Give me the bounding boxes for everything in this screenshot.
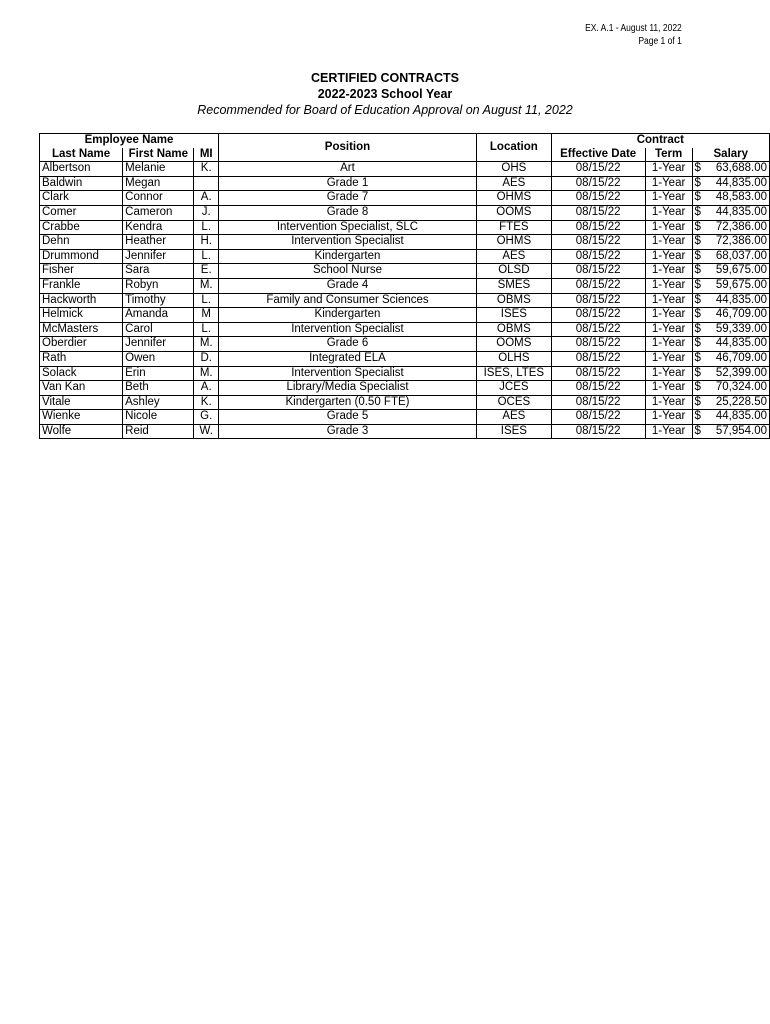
cell-position: Art [218,162,476,177]
cell-mi: L. [194,220,219,235]
cell-mi: A. [194,191,219,206]
cell-last-name: Van Kan [40,381,123,396]
table-row [40,205,770,220]
currency-symbol: $ [694,308,701,321]
cell-salary [692,220,769,235]
cell-term: 1-Year [645,205,692,220]
cell-effective-date: 08/15/22 [551,351,645,366]
cell-first-name: Nicole [123,410,194,425]
currency-symbol: $ [694,337,701,350]
cell-last-name: Rath [40,351,123,366]
currency-symbol: $ [694,351,701,364]
cell-position: Intervention Specialist, SLC [218,220,476,235]
cell-last-name: Wolfe [40,424,123,439]
cell-location: OHMS [476,191,551,206]
cell-salary [692,293,769,308]
cell-first-name: Kendra [123,220,194,235]
cell-first-name: Beth [123,381,194,396]
cell-salary [692,235,769,250]
cell-last-name: McMasters [40,322,123,337]
cell-effective-date: 08/15/22 [551,220,645,235]
cell-location: OLHS [476,351,551,366]
salary-amount: 59,675.00 [715,264,767,277]
cell-effective-date: 08/15/22 [551,381,645,396]
cell-position: Integrated ELA [218,351,476,366]
table-row [40,337,770,352]
cell-mi: W. [194,424,219,439]
cell-location: AES [476,249,551,264]
cell-effective-date: 08/15/22 [551,337,645,352]
cell-first-name: Reid [123,424,194,439]
cell-mi [194,176,219,191]
cell-mi: E. [194,264,219,279]
cell-position: Kindergarten [218,308,476,323]
cell-last-name: Crabbe [40,220,123,235]
currency-symbol: $ [694,249,701,262]
cell-first-name: Ashley [123,395,194,410]
cell-first-name: Megan [123,176,194,191]
salary-amount: 52,399.00 [715,366,767,379]
cell-salary [692,366,769,381]
exhibit-label: EX. A.1 - August 11, 2022 [585,23,682,34]
cell-salary [692,381,769,396]
cell-first-name: Jennifer [123,249,194,264]
cell-term: 1-Year [645,293,692,308]
cell-term: 1-Year [645,176,692,191]
cell-location: AES [476,176,551,191]
cell-salary [692,308,769,323]
cell-effective-date: 08/15/22 [551,395,645,410]
cell-last-name: Dehn [40,235,123,250]
table-row [40,410,770,425]
cell-salary [692,424,769,439]
cell-first-name: Carol [123,322,194,337]
cell-salary [692,410,769,425]
cell-location: FTES [476,220,551,235]
header-last-name: Last Name [40,148,123,162]
currency-symbol: $ [694,424,701,437]
cell-term: 1-Year [645,366,692,381]
cell-last-name: Baldwin [40,176,123,191]
cell-last-name: Solack [40,366,123,381]
table-row [40,249,770,264]
cell-first-name: Heather [123,235,194,250]
cell-last-name: Wienke [40,410,123,425]
cell-location: ISES, LTES [476,366,551,381]
cell-position: Grade 1 [218,176,476,191]
cell-salary [692,264,769,279]
salary-amount: 48,583.00 [715,191,767,204]
cell-effective-date: 08/15/22 [551,162,645,177]
cell-position: Family and Consumer Sciences [218,293,476,308]
cell-term: 1-Year [645,278,692,293]
table-row [40,351,770,366]
cell-location: OBMS [476,293,551,308]
salary-amount: 72,386.00 [715,220,767,233]
header-effective-date: Effective Date [551,148,645,162]
page-header [585,22,682,48]
table-body [40,162,770,439]
salary-amount: 59,675.00 [715,278,767,291]
cell-first-name: Amanda [123,308,194,323]
cell-term: 1-Year [645,308,692,323]
cell-term: 1-Year [645,351,692,366]
cell-mi: K. [194,395,219,410]
cell-term: 1-Year [645,235,692,250]
cell-salary [692,351,769,366]
table-row [40,162,770,177]
cell-salary [692,395,769,410]
table-row [40,322,770,337]
contracts-table [39,133,770,439]
cell-effective-date: 08/15/22 [551,191,645,206]
table-row [40,424,770,439]
salary-amount: 44,835.00 [715,205,767,218]
cell-term: 1-Year [645,381,692,396]
cell-salary [692,337,769,352]
cell-effective-date: 08/15/22 [551,235,645,250]
currency-symbol: $ [694,366,701,379]
cell-effective-date: 08/15/22 [551,410,645,425]
header-salary: Salary [692,148,769,162]
cell-location: ISES [476,308,551,323]
cell-first-name: Jennifer [123,337,194,352]
table-row [40,366,770,381]
cell-term: 1-Year [645,191,692,206]
cell-position: Grade 7 [218,191,476,206]
cell-position: Grade 5 [218,410,476,425]
cell-first-name: Robyn [123,278,194,293]
cell-mi: D. [194,351,219,366]
cell-term: 1-Year [645,322,692,337]
cell-term: 1-Year [645,220,692,235]
salary-amount: 46,709.00 [715,308,767,321]
cell-location: OCES [476,395,551,410]
header-position: Position [218,134,476,162]
cell-salary [692,322,769,337]
salary-amount: 44,835.00 [715,293,767,306]
document-title: CERTIFIED CONTRACTS [311,71,459,85]
cell-position: Grade 3 [218,424,476,439]
table-row [40,220,770,235]
approval-note: Recommended for Board of Education Approval on August 11, 2022 [197,103,573,117]
salary-amount: 57,954.00 [715,424,767,437]
cell-term: 1-Year [645,249,692,264]
cell-effective-date: 08/15/22 [551,322,645,337]
cell-last-name: Hackworth [40,293,123,308]
salary-amount: 70,324.00 [715,381,767,394]
cell-effective-date: 08/15/22 [551,264,645,279]
cell-last-name: Oberdier [40,337,123,352]
cell-last-name: Clark [40,191,123,206]
cell-salary [692,205,769,220]
cell-first-name: Cameron [123,205,194,220]
cell-location: SMES [476,278,551,293]
cell-term: 1-Year [645,410,692,425]
cell-mi: G. [194,410,219,425]
cell-first-name: Sara [123,264,194,279]
document-subtitle: 2022-2023 School Year [317,87,453,101]
table-row [40,264,770,279]
cell-position: Kindergarten (0.50 FTE) [218,395,476,410]
table-row [40,278,770,293]
cell-first-name: Connor [123,191,194,206]
cell-last-name: Drummond [40,249,123,264]
cell-last-name: Helmick [40,308,123,323]
salary-amount: 44,835.00 [715,410,767,423]
salary-amount: 44,835.00 [715,337,767,350]
currency-symbol: $ [694,278,701,291]
cell-effective-date: 08/15/22 [551,366,645,381]
table-row [40,293,770,308]
cell-position: Intervention Specialist [218,235,476,250]
salary-amount: 25,228.50 [715,395,767,408]
header-term: Term [645,148,692,162]
cell-position: Kindergarten [218,249,476,264]
currency-symbol: $ [694,191,701,204]
cell-first-name: Timothy [123,293,194,308]
cell-effective-date: 08/15/22 [551,176,645,191]
cell-position: School Nurse [218,264,476,279]
cell-first-name: Melanie [123,162,194,177]
page-number: Page 1 of 1 [638,36,682,47]
cell-mi: A. [194,381,219,396]
cell-mi: L. [194,293,219,308]
cell-first-name: Owen [123,351,194,366]
header-location: Location [476,134,551,162]
cell-last-name: Vitale [40,395,123,410]
cell-mi: M. [194,278,219,293]
cell-effective-date: 08/15/22 [551,278,645,293]
title-block [0,70,770,118]
cell-location: OLSD [476,264,551,279]
cell-position: Grade 6 [218,337,476,352]
salary-amount: 68,037.00 [715,249,767,262]
cell-position: Grade 4 [218,278,476,293]
cell-position: Grade 8 [218,205,476,220]
currency-symbol: $ [694,176,701,189]
cell-mi: M. [194,366,219,381]
cell-salary [692,191,769,206]
cell-salary [692,176,769,191]
cell-mi: H. [194,235,219,250]
cell-position: Library/Media Specialist [218,381,476,396]
cell-term: 1-Year [645,162,692,177]
salary-amount: 46,709.00 [715,351,767,364]
cell-mi: M. [194,337,219,352]
cell-location: ISES [476,424,551,439]
currency-symbol: $ [694,293,701,306]
cell-salary [692,278,769,293]
salary-amount: 44,835.00 [715,176,767,189]
header-first-name: First Name [123,148,194,162]
cell-location: OBMS [476,322,551,337]
currency-symbol: $ [694,264,701,277]
table-row [40,176,770,191]
group-header-employee: Employee Name [40,134,219,148]
cell-effective-date: 08/15/22 [551,205,645,220]
table-row [40,381,770,396]
cell-last-name: Frankle [40,278,123,293]
salary-amount: 59,339.00 [715,322,767,335]
cell-term: 1-Year [645,424,692,439]
currency-symbol: $ [694,162,701,175]
cell-first-name: Erin [123,366,194,381]
cell-mi: M [194,308,219,323]
table-row [40,395,770,410]
table-row [40,191,770,206]
cell-position: Intervention Specialist [218,366,476,381]
cell-salary [692,162,769,177]
cell-last-name: Albertson [40,162,123,177]
cell-salary [692,249,769,264]
cell-term: 1-Year [645,395,692,410]
cell-location: AES [476,410,551,425]
currency-symbol: $ [694,322,701,335]
cell-location: OOMS [476,205,551,220]
table-row [40,235,770,250]
cell-term: 1-Year [645,264,692,279]
currency-symbol: $ [694,410,701,423]
cell-location: OOMS [476,337,551,352]
cell-location: OHMS [476,235,551,250]
cell-mi: L. [194,322,219,337]
cell-last-name: Comer [40,205,123,220]
currency-symbol: $ [694,381,701,394]
cell-effective-date: 08/15/22 [551,249,645,264]
cell-location: JCES [476,381,551,396]
header-mi: MI [194,148,219,162]
salary-amount: 72,386.00 [715,235,767,248]
cell-position: Intervention Specialist [218,322,476,337]
cell-last-name: Fisher [40,264,123,279]
cell-effective-date: 08/15/22 [551,293,645,308]
cell-effective-date: 08/15/22 [551,424,645,439]
table-row [40,308,770,323]
cell-mi: K. [194,162,219,177]
cell-mi: J. [194,205,219,220]
cell-effective-date: 08/15/22 [551,308,645,323]
cell-term: 1-Year [645,337,692,352]
currency-symbol: $ [694,205,701,218]
currency-symbol: $ [694,235,701,248]
cell-mi: L. [194,249,219,264]
salary-amount: 63,688.00 [715,162,767,175]
currency-symbol: $ [694,220,701,233]
group-header-contract: Contract [551,134,769,148]
cell-location: OHS [476,162,551,177]
currency-symbol: $ [694,395,701,408]
